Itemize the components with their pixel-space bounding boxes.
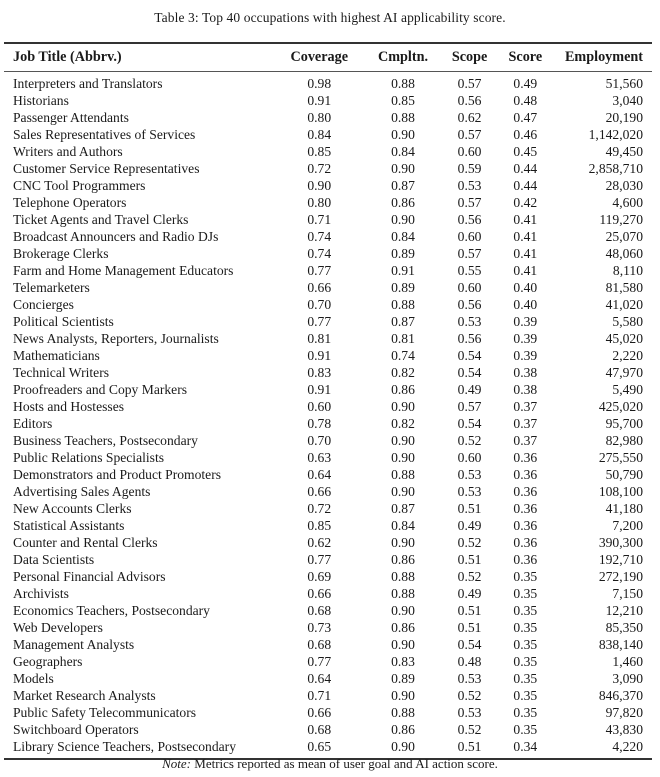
cell-completion: 0.84 <box>391 143 415 159</box>
cell-employment: 12,210 <box>605 602 643 618</box>
cell-employment: 1,460 <box>612 653 643 669</box>
cell-score: 0.45 <box>513 143 538 159</box>
cell-job-title: Management Analysts <box>13 636 135 652</box>
cell-coverage: 0.85 <box>307 517 332 533</box>
table-row <box>4 483 652 500</box>
cell-employment: 82,980 <box>605 432 643 448</box>
cell-score: 0.36 <box>513 517 538 533</box>
cell-job-title: Counter and Rental Clerks <box>13 534 158 550</box>
cell-job-title: Editors <box>13 415 53 431</box>
cell-scope: 0.49 <box>457 517 482 533</box>
cell-completion: 0.87 <box>391 177 415 193</box>
cell-coverage: 0.69 <box>307 568 332 584</box>
cell-scope: 0.60 <box>457 228 482 244</box>
cell-job-title: Broadcast Announcers and Radio DJs <box>13 228 219 244</box>
cell-coverage: 0.64 <box>307 670 332 686</box>
cell-coverage: 0.72 <box>307 500 332 516</box>
cell-completion: 0.85 <box>391 92 415 108</box>
cell-score: 0.37 <box>513 432 538 448</box>
table-row <box>4 687 652 704</box>
cell-scope: 0.49 <box>457 585 482 601</box>
cell-job-title: Archivists <box>13 585 69 601</box>
cell-score: 0.48 <box>513 92 538 108</box>
cell-completion: 0.88 <box>391 466 415 482</box>
cell-score: 0.35 <box>513 585 538 601</box>
cell-score: 0.35 <box>513 704 538 720</box>
cell-score: 0.40 <box>513 279 538 295</box>
table-row <box>4 466 652 483</box>
cell-job-title: Mathematicians <box>13 347 100 363</box>
cell-scope: 0.52 <box>457 568 482 584</box>
cell-coverage: 0.80 <box>307 109 332 125</box>
cell-coverage: 0.68 <box>307 721 332 737</box>
cell-coverage: 0.66 <box>307 483 332 499</box>
table-row <box>4 432 652 449</box>
cell-completion: 0.90 <box>391 534 415 550</box>
cell-scope: 0.48 <box>457 653 482 669</box>
cell-employment: 3,090 <box>612 670 643 686</box>
cell-completion: 0.90 <box>391 687 415 703</box>
cell-job-title: Web Developers <box>13 619 103 635</box>
table-header <box>4 43 652 72</box>
cell-job-title: Advertising Sales Agents <box>13 483 151 499</box>
cell-job-title: Market Research Analysts <box>13 687 156 703</box>
cell-scope: 0.60 <box>457 279 482 295</box>
cell-employment: 25,070 <box>605 228 643 244</box>
cell-completion: 0.88 <box>391 296 415 312</box>
cell-coverage: 0.70 <box>307 432 332 448</box>
cell-score: 0.41 <box>513 228 538 244</box>
cell-coverage: 0.64 <box>307 466 332 482</box>
table-row <box>4 313 652 330</box>
cell-completion: 0.88 <box>391 704 415 720</box>
cell-job-title: Hosts and Hostesses <box>13 398 125 414</box>
table-row <box>4 143 652 160</box>
cell-score: 0.36 <box>513 500 538 516</box>
cell-coverage: 0.74 <box>307 245 332 261</box>
cell-job-title: Telemarketers <box>13 279 90 295</box>
cell-job-title: Farm and Home Management Educators <box>13 262 234 278</box>
cell-job-title: Switchboard Operators <box>13 721 139 737</box>
cell-employment: 838,140 <box>598 636 643 652</box>
cell-employment: 2,220 <box>612 347 643 363</box>
cell-coverage: 0.71 <box>307 687 332 703</box>
cell-completion: 0.88 <box>391 585 415 601</box>
cell-scope: 0.56 <box>457 92 482 108</box>
cell-scope: 0.53 <box>457 704 482 720</box>
cell-employment: 272,190 <box>598 568 643 584</box>
cell-scope: 0.55 <box>457 262 482 278</box>
cell-completion: 0.83 <box>391 653 415 669</box>
cell-job-title: Writers and Authors <box>13 143 123 159</box>
cell-completion: 0.90 <box>391 636 415 652</box>
cell-score: 0.37 <box>513 398 538 414</box>
cell-scope: 0.60 <box>457 449 482 465</box>
cell-completion: 0.84 <box>391 517 415 533</box>
cell-scope: 0.49 <box>457 381 482 397</box>
cell-scope: 0.57 <box>457 75 482 91</box>
table-note <box>0 756 660 772</box>
cell-coverage: 0.70 <box>307 296 332 312</box>
cell-coverage: 0.73 <box>307 619 332 635</box>
header-scope: Scope <box>451 49 488 65</box>
cell-employment: 50,790 <box>605 466 643 482</box>
table-row <box>4 398 652 415</box>
cell-employment: 1,142,020 <box>588 126 643 142</box>
cell-score: 0.35 <box>513 602 538 618</box>
table-row <box>4 126 652 143</box>
cell-scope: 0.57 <box>457 398 482 414</box>
cell-job-title: Demonstrators and Product Promoters <box>13 466 222 482</box>
cell-score: 0.42 <box>513 194 538 210</box>
cell-score: 0.35 <box>513 636 538 652</box>
table-row <box>4 568 652 585</box>
cell-scope: 0.59 <box>457 160 482 176</box>
cell-score: 0.40 <box>513 296 538 312</box>
table-row <box>4 721 652 738</box>
cell-completion: 0.89 <box>391 670 415 686</box>
cell-coverage: 0.68 <box>307 636 332 652</box>
table-row <box>4 194 652 211</box>
cell-coverage: 0.71 <box>307 211 332 227</box>
table-row <box>4 619 652 636</box>
table-row <box>4 517 652 534</box>
cell-score: 0.47 <box>513 109 538 125</box>
occupations-table-container <box>4 42 652 760</box>
cell-coverage: 0.77 <box>307 653 332 669</box>
cell-scope: 0.51 <box>457 602 482 618</box>
cell-scope: 0.60 <box>457 143 482 159</box>
cell-coverage: 0.62 <box>307 534 332 550</box>
table-row <box>4 262 652 279</box>
cell-employment: 7,200 <box>612 517 643 533</box>
table-row <box>4 585 652 602</box>
cell-employment: 45,020 <box>605 330 643 346</box>
cell-scope: 0.57 <box>457 245 482 261</box>
table-row <box>4 228 652 245</box>
cell-job-title: Statistical Assistants <box>13 517 125 533</box>
table-row <box>4 330 652 347</box>
cell-job-title: Geographers <box>13 653 83 669</box>
cell-employment: 49,450 <box>605 143 643 159</box>
cell-employment: 4,600 <box>612 194 643 210</box>
cell-employment: 108,100 <box>598 483 643 499</box>
cell-completion: 0.90 <box>391 211 415 227</box>
cell-completion: 0.90 <box>391 160 415 176</box>
cell-score: 0.35 <box>513 687 538 703</box>
cell-coverage: 0.60 <box>307 398 332 414</box>
cell-scope: 0.52 <box>457 534 482 550</box>
cell-employment: 7,150 <box>612 585 643 601</box>
cell-coverage: 0.91 <box>307 92 332 108</box>
cell-coverage: 0.63 <box>307 449 332 465</box>
cell-employment: 275,550 <box>598 449 643 465</box>
cell-job-title: Brokerage Clerks <box>13 245 109 261</box>
cell-employment: 51,560 <box>605 75 643 91</box>
cell-scope: 0.53 <box>457 466 482 482</box>
header-row <box>4 43 652 72</box>
cell-completion: 0.87 <box>391 500 415 516</box>
cell-job-title: Public Relations Specialists <box>13 449 165 465</box>
table-row <box>4 602 652 619</box>
cell-coverage: 0.77 <box>307 313 332 329</box>
cell-coverage: 0.80 <box>307 194 332 210</box>
cell-job-title: Economics Teachers, Postsecondary <box>13 602 210 618</box>
cell-completion: 0.86 <box>391 194 415 210</box>
cell-employment: 20,190 <box>605 109 643 125</box>
cell-employment: 28,030 <box>605 177 643 193</box>
table-row <box>4 670 652 687</box>
header-employment: Employment <box>564 49 643 65</box>
table-row <box>4 347 652 364</box>
cell-employment: 43,830 <box>605 721 643 737</box>
cell-completion: 0.88 <box>391 109 415 125</box>
cell-completion: 0.90 <box>391 602 415 618</box>
cell-employment: 5,580 <box>612 313 643 329</box>
cell-employment: 85,350 <box>605 619 643 635</box>
table-row <box>4 636 652 653</box>
cell-completion: 0.91 <box>391 262 415 278</box>
cell-job-title: Passenger Attendants <box>13 109 129 125</box>
cell-scope: 0.51 <box>457 500 482 516</box>
occupations-table <box>4 42 652 760</box>
cell-coverage: 0.74 <box>307 228 332 244</box>
cell-scope: 0.53 <box>457 483 482 499</box>
table-row <box>4 160 652 177</box>
cell-coverage: 0.66 <box>307 585 332 601</box>
cell-completion: 0.90 <box>391 432 415 448</box>
table-row <box>4 72 652 93</box>
cell-scope: 0.52 <box>457 721 482 737</box>
cell-job-title: Historians <box>13 92 69 108</box>
cell-job-title: Sales Representatives of Services <box>13 126 196 142</box>
cell-employment: 5,490 <box>612 381 643 397</box>
cell-scope: 0.53 <box>457 313 482 329</box>
table-row <box>4 245 652 262</box>
table-row <box>4 279 652 296</box>
cell-completion: 0.88 <box>391 568 415 584</box>
cell-coverage: 0.77 <box>307 262 332 278</box>
cell-score: 0.39 <box>513 330 538 346</box>
cell-completion: 0.90 <box>391 398 415 414</box>
cell-coverage: 0.68 <box>307 602 332 618</box>
cell-employment: 81,580 <box>605 279 643 295</box>
cell-score: 0.41 <box>513 262 538 278</box>
cell-score: 0.46 <box>513 126 538 142</box>
cell-completion: 0.86 <box>391 551 415 567</box>
cell-scope: 0.56 <box>457 211 482 227</box>
cell-coverage: 0.85 <box>307 143 332 159</box>
cell-completion: 0.88 <box>391 75 415 91</box>
cell-completion: 0.90 <box>391 126 415 142</box>
cell-employment: 47,970 <box>605 364 643 380</box>
cell-employment: 2,858,710 <box>588 160 643 176</box>
cell-completion: 0.90 <box>391 483 415 499</box>
cell-completion: 0.81 <box>391 330 415 346</box>
cell-job-title: Interpreters and Translators <box>13 75 163 91</box>
cell-coverage: 0.81 <box>307 330 332 346</box>
cell-job-title: New Accounts Clerks <box>13 500 132 516</box>
cell-employment: 4,220 <box>612 738 643 754</box>
cell-scope: 0.51 <box>457 619 482 635</box>
table-row <box>4 534 652 551</box>
cell-coverage: 0.90 <box>307 177 332 193</box>
cell-completion: 0.82 <box>391 415 415 431</box>
cell-completion: 0.86 <box>391 721 415 737</box>
cell-scope: 0.62 <box>457 109 482 125</box>
cell-score: 0.36 <box>513 534 538 550</box>
header-completion: Cmpltn. <box>377 49 429 65</box>
cell-job-title: Models <box>13 670 54 686</box>
cell-score: 0.35 <box>513 721 538 737</box>
cell-score: 0.38 <box>513 364 538 380</box>
table-row <box>4 92 652 109</box>
cell-employment: 192,710 <box>598 551 643 567</box>
cell-completion: 0.89 <box>391 245 415 261</box>
cell-employment: 41,020 <box>605 296 643 312</box>
cell-coverage: 0.66 <box>307 704 332 720</box>
cell-job-title: Ticket Agents and Travel Clerks <box>13 211 189 227</box>
cell-score: 0.36 <box>513 466 538 482</box>
cell-scope: 0.52 <box>457 432 482 448</box>
cell-completion: 0.89 <box>391 279 415 295</box>
cell-scope: 0.54 <box>457 415 482 431</box>
cell-coverage: 0.78 <box>307 415 332 431</box>
cell-score: 0.36 <box>513 551 538 567</box>
cell-score: 0.41 <box>513 245 538 261</box>
cell-score: 0.35 <box>513 568 538 584</box>
cell-employment: 425,020 <box>598 398 643 414</box>
cell-scope: 0.54 <box>457 347 482 363</box>
cell-score: 0.35 <box>513 653 538 669</box>
cell-score: 0.37 <box>513 415 538 431</box>
cell-employment: 119,270 <box>599 211 643 227</box>
header-coverage: Coverage <box>290 49 349 65</box>
cell-scope: 0.52 <box>457 687 482 703</box>
cell-employment: 3,040 <box>612 92 643 108</box>
cell-completion: 0.86 <box>391 381 415 397</box>
note-label: Note: <box>162 756 192 771</box>
cell-employment: 95,700 <box>605 415 643 431</box>
cell-scope: 0.54 <box>457 364 482 380</box>
cell-job-title: Public Safety Telecommunicators <box>13 704 197 720</box>
table-body <box>4 72 652 760</box>
cell-score: 0.36 <box>513 483 538 499</box>
cell-coverage: 0.91 <box>307 347 332 363</box>
cell-completion: 0.90 <box>391 449 415 465</box>
cell-job-title: Data Scientists <box>13 551 95 567</box>
cell-scope: 0.57 <box>457 194 482 210</box>
table-row <box>4 704 652 721</box>
cell-coverage: 0.72 <box>307 160 332 176</box>
cell-scope: 0.51 <box>457 551 482 567</box>
cell-completion: 0.87 <box>391 313 415 329</box>
table-row <box>4 211 652 228</box>
cell-coverage: 0.98 <box>307 75 332 91</box>
header-score: Score <box>508 49 543 65</box>
table-row <box>4 500 652 517</box>
cell-employment: 41,180 <box>605 500 643 516</box>
table-row <box>4 296 652 313</box>
cell-job-title: Personal Financial Advisors <box>13 568 166 584</box>
cell-score: 0.44 <box>513 177 538 193</box>
cell-coverage: 0.91 <box>307 381 332 397</box>
cell-score: 0.39 <box>513 313 538 329</box>
cell-completion: 0.74 <box>391 347 415 363</box>
cell-coverage: 0.66 <box>307 279 332 295</box>
cell-score: 0.44 <box>513 160 538 176</box>
cell-scope: 0.53 <box>457 177 482 193</box>
cell-job-title: Political Scientists <box>13 313 114 329</box>
cell-job-title: News Analysts, Reporters, Journalists <box>13 330 219 346</box>
table-row <box>4 551 652 568</box>
cell-score: 0.35 <box>513 619 538 635</box>
cell-employment: 846,370 <box>598 687 643 703</box>
cell-scope: 0.56 <box>457 296 482 312</box>
table-row <box>4 449 652 466</box>
table-row <box>4 364 652 381</box>
cell-completion: 0.86 <box>391 619 415 635</box>
cell-coverage: 0.65 <box>307 738 332 754</box>
cell-job-title: Business Teachers, Postsecondary <box>13 432 198 448</box>
cell-scope: 0.56 <box>457 330 482 346</box>
cell-score: 0.39 <box>513 347 538 363</box>
note-text: Metrics reported as mean of user goal and AI action score. <box>191 756 498 771</box>
cell-job-title: Technical Writers <box>13 364 110 380</box>
cell-coverage: 0.84 <box>307 126 332 142</box>
cell-score: 0.38 <box>513 381 538 397</box>
cell-employment: 97,820 <box>605 704 643 720</box>
cell-job-title: Concierges <box>13 296 74 312</box>
cell-scope: 0.57 <box>457 126 482 142</box>
cell-coverage: 0.83 <box>307 364 332 380</box>
cell-coverage: 0.77 <box>307 551 332 567</box>
cell-job-title: Customer Service Representatives <box>13 160 200 176</box>
cell-scope: 0.53 <box>457 670 482 686</box>
cell-completion: 0.82 <box>391 364 415 380</box>
table-row <box>4 415 652 432</box>
cell-completion: 0.90 <box>391 738 415 754</box>
table-caption: Table 3: Top 40 occupations with highest AI applicability score. <box>154 10 506 25</box>
cell-scope: 0.54 <box>457 636 482 652</box>
cell-score: 0.36 <box>513 449 538 465</box>
cell-score: 0.34 <box>513 738 538 754</box>
cell-job-title: Telephone Operators <box>13 194 127 210</box>
table-row <box>4 109 652 126</box>
cell-scope: 0.51 <box>457 738 482 754</box>
cell-completion: 0.84 <box>391 228 415 244</box>
cell-job-title: CNC Tool Programmers <box>13 177 146 193</box>
cell-job-title: Proofreaders and Copy Markers <box>13 381 188 397</box>
cell-score: 0.41 <box>513 211 538 227</box>
header-job-title: Job Title (Abbrv.) <box>13 49 122 65</box>
cell-score: 0.49 <box>513 75 538 91</box>
cell-employment: 390,300 <box>598 534 643 550</box>
cell-employment: 8,110 <box>612 262 643 278</box>
table-row <box>4 381 652 398</box>
table-row <box>4 653 652 670</box>
cell-job-title: Library Science Teachers, Postsecondary <box>13 738 237 754</box>
table-row <box>4 177 652 194</box>
cell-employment: 48,060 <box>605 245 643 261</box>
cell-score: 0.35 <box>513 670 538 686</box>
